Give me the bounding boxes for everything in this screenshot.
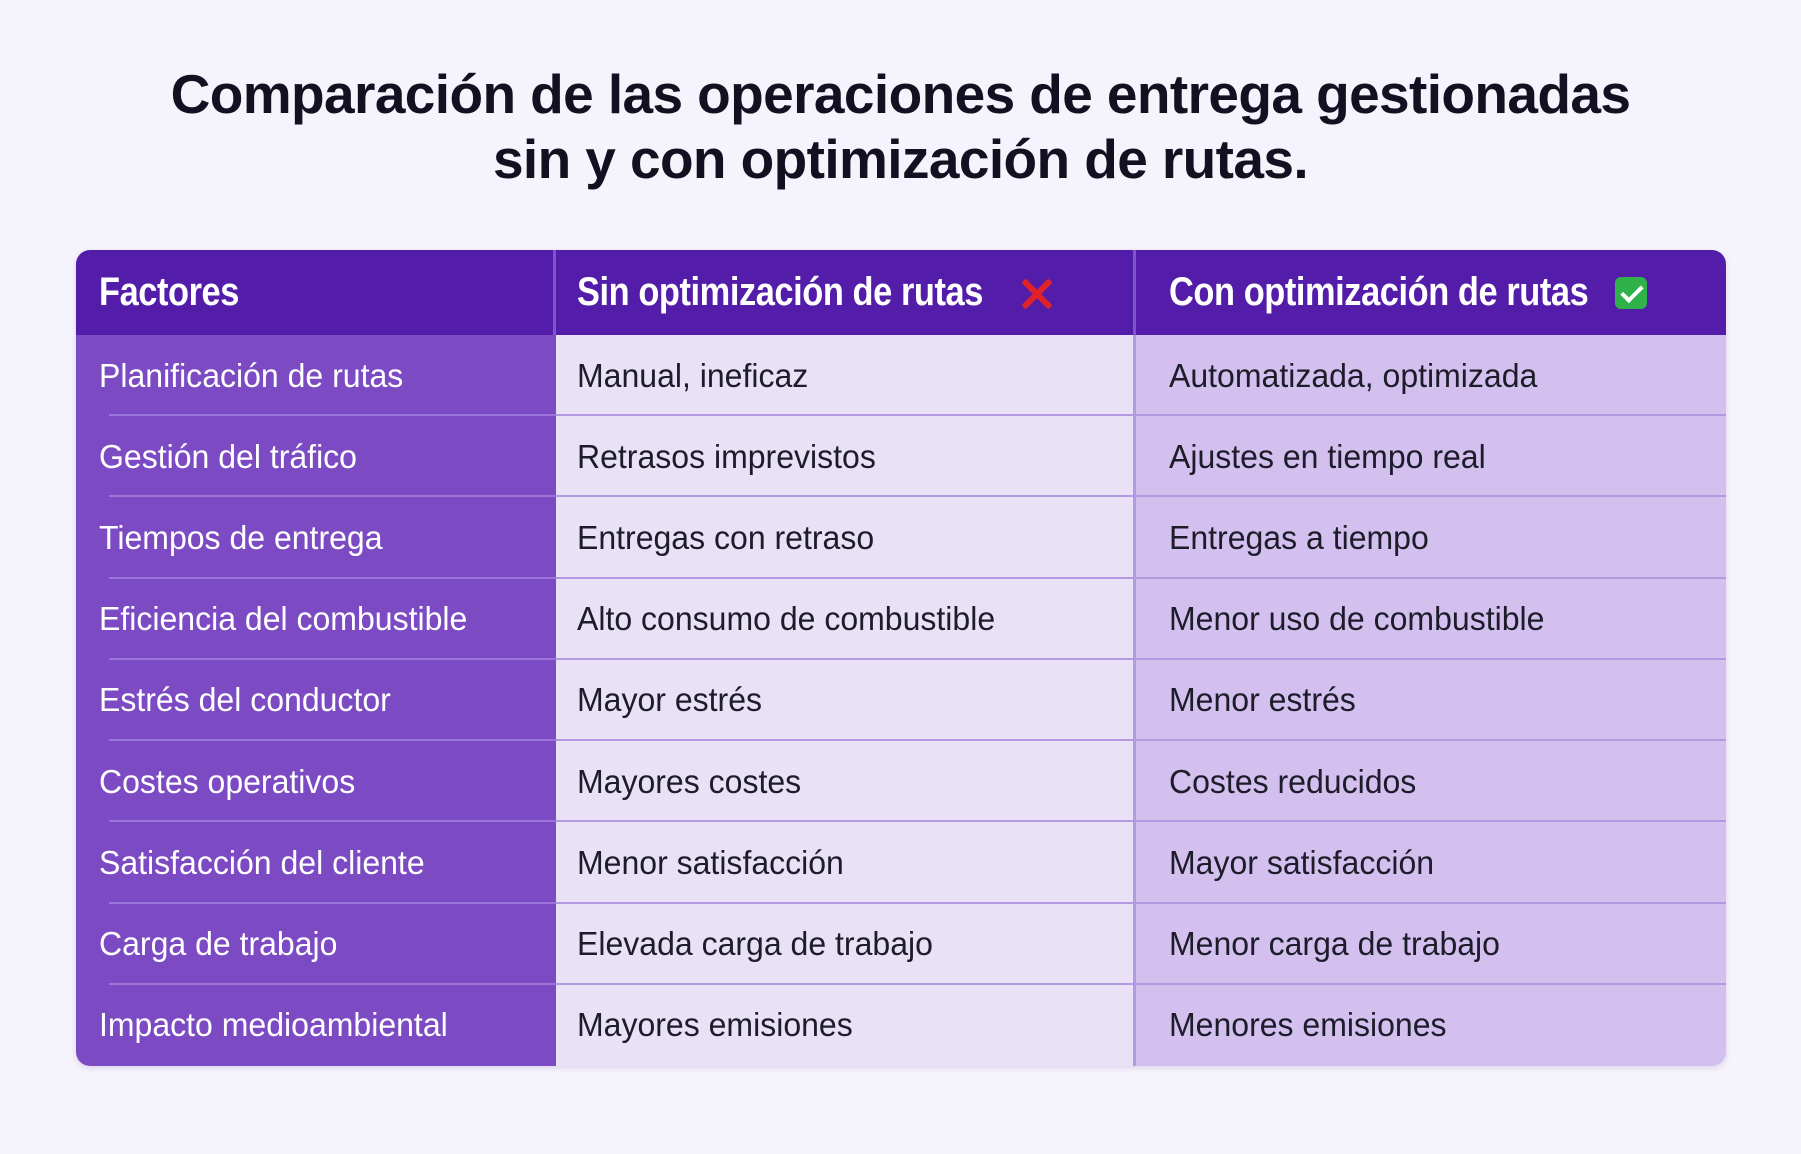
header-factores: [76, 250, 556, 335]
factor-cell: [76, 579, 556, 660]
check-mark-icon: [1615, 277, 1647, 309]
con-optimizacion-cell: [1136, 497, 1726, 578]
cell-text: Menor carga de trabajo: [1169, 925, 1500, 963]
factor-cell: [76, 741, 556, 822]
con-optimizacion-cell: [1136, 660, 1726, 741]
cell-text: Mayores emisiones: [577, 1006, 853, 1044]
sin-optimizacion-cell: [556, 741, 1133, 822]
cell-text: Gestión del tráfico: [99, 437, 357, 475]
header-con-optimizacion: [1136, 250, 1726, 335]
con-optimizacion-cell: [1136, 822, 1726, 903]
cell-text: Satisfacción del cliente: [99, 843, 425, 881]
header-label: Factores: [99, 270, 239, 314]
cell-text: Eficiencia del combustible: [99, 600, 468, 638]
factor-cell: [76, 335, 556, 416]
cell-text: Mayor satisfacción: [1169, 843, 1435, 881]
cell-text: Tiempos de entrega: [99, 519, 383, 557]
cell-text: Entregas a tiempo: [1169, 519, 1429, 557]
cell-text: Costes operativos: [99, 762, 356, 800]
cell-text: Manual, ineficaz: [577, 356, 809, 394]
factores-column: [76, 335, 556, 1066]
con-optimizacion-column: [1136, 335, 1726, 1066]
cell-text: Mayores costes: [577, 762, 802, 800]
factor-cell: [76, 497, 556, 578]
cell-text: Entregas con retraso: [577, 519, 875, 557]
sin-optimizacion-cell: [556, 335, 1133, 416]
cell-text: Retrasos imprevistos: [577, 437, 876, 475]
con-optimizacion-cell: [1136, 335, 1726, 416]
con-optimizacion-cell: [1136, 416, 1726, 497]
con-optimizacion-cell: [1136, 741, 1726, 822]
sin-optimizacion-cell: [556, 822, 1133, 903]
header-label: Sin optimización de rutas: [577, 270, 983, 314]
factor-cell: [76, 985, 556, 1066]
con-optimizacion-cell: [1136, 904, 1726, 985]
page-title-line-1: Comparación de las operaciones de entrega gestionadas: [170, 63, 1631, 125]
sin-optimizacion-column: [556, 335, 1136, 1066]
sin-optimizacion-cell: [556, 497, 1133, 578]
comparison-table: [76, 250, 1726, 1066]
table-body: [76, 335, 1726, 1066]
header-sin-optimizacion: [556, 250, 1136, 335]
cell-text: Automatizada, optimizada: [1169, 356, 1538, 394]
sin-optimizacion-cell: [556, 985, 1133, 1066]
factor-cell: [76, 904, 556, 985]
con-optimizacion-cell: [1136, 985, 1726, 1066]
sin-optimizacion-cell: [556, 660, 1133, 741]
factor-cell: [76, 822, 556, 903]
con-optimizacion-cell: [1136, 579, 1726, 660]
header-label: Con optimización de rutas: [1169, 270, 1589, 314]
page-title: [0, 62, 1801, 192]
table-header: [76, 250, 1726, 335]
cell-text: Menor estrés: [1169, 681, 1356, 719]
factor-cell: [76, 416, 556, 497]
sin-optimizacion-cell: [556, 579, 1133, 660]
cross-mark-icon: [1019, 275, 1055, 311]
page-title-line-2: sin y con optimización de rutas.: [492, 128, 1309, 190]
cell-text: Menor uso de combustible: [1169, 600, 1545, 638]
sin-optimizacion-cell: [556, 904, 1133, 985]
cell-text: Alto consumo de combustible: [577, 600, 996, 638]
cell-text: Menor satisfacción: [577, 843, 844, 881]
cell-text: Planificación de rutas: [99, 356, 404, 394]
factor-cell: [76, 660, 556, 741]
cell-text: Costes reducidos: [1169, 762, 1417, 800]
cell-text: Elevada carga de trabajo: [577, 925, 933, 963]
cell-text: Carga de trabajo: [99, 925, 338, 963]
sin-optimizacion-cell: [556, 416, 1133, 497]
cell-text: Menores emisiones: [1169, 1006, 1447, 1044]
cell-text: Estrés del conductor: [99, 681, 391, 719]
cell-text: Mayor estrés: [577, 681, 762, 719]
cell-text: Impacto medioambiental: [99, 1006, 448, 1044]
cell-text: Ajustes en tiempo real: [1169, 437, 1486, 475]
